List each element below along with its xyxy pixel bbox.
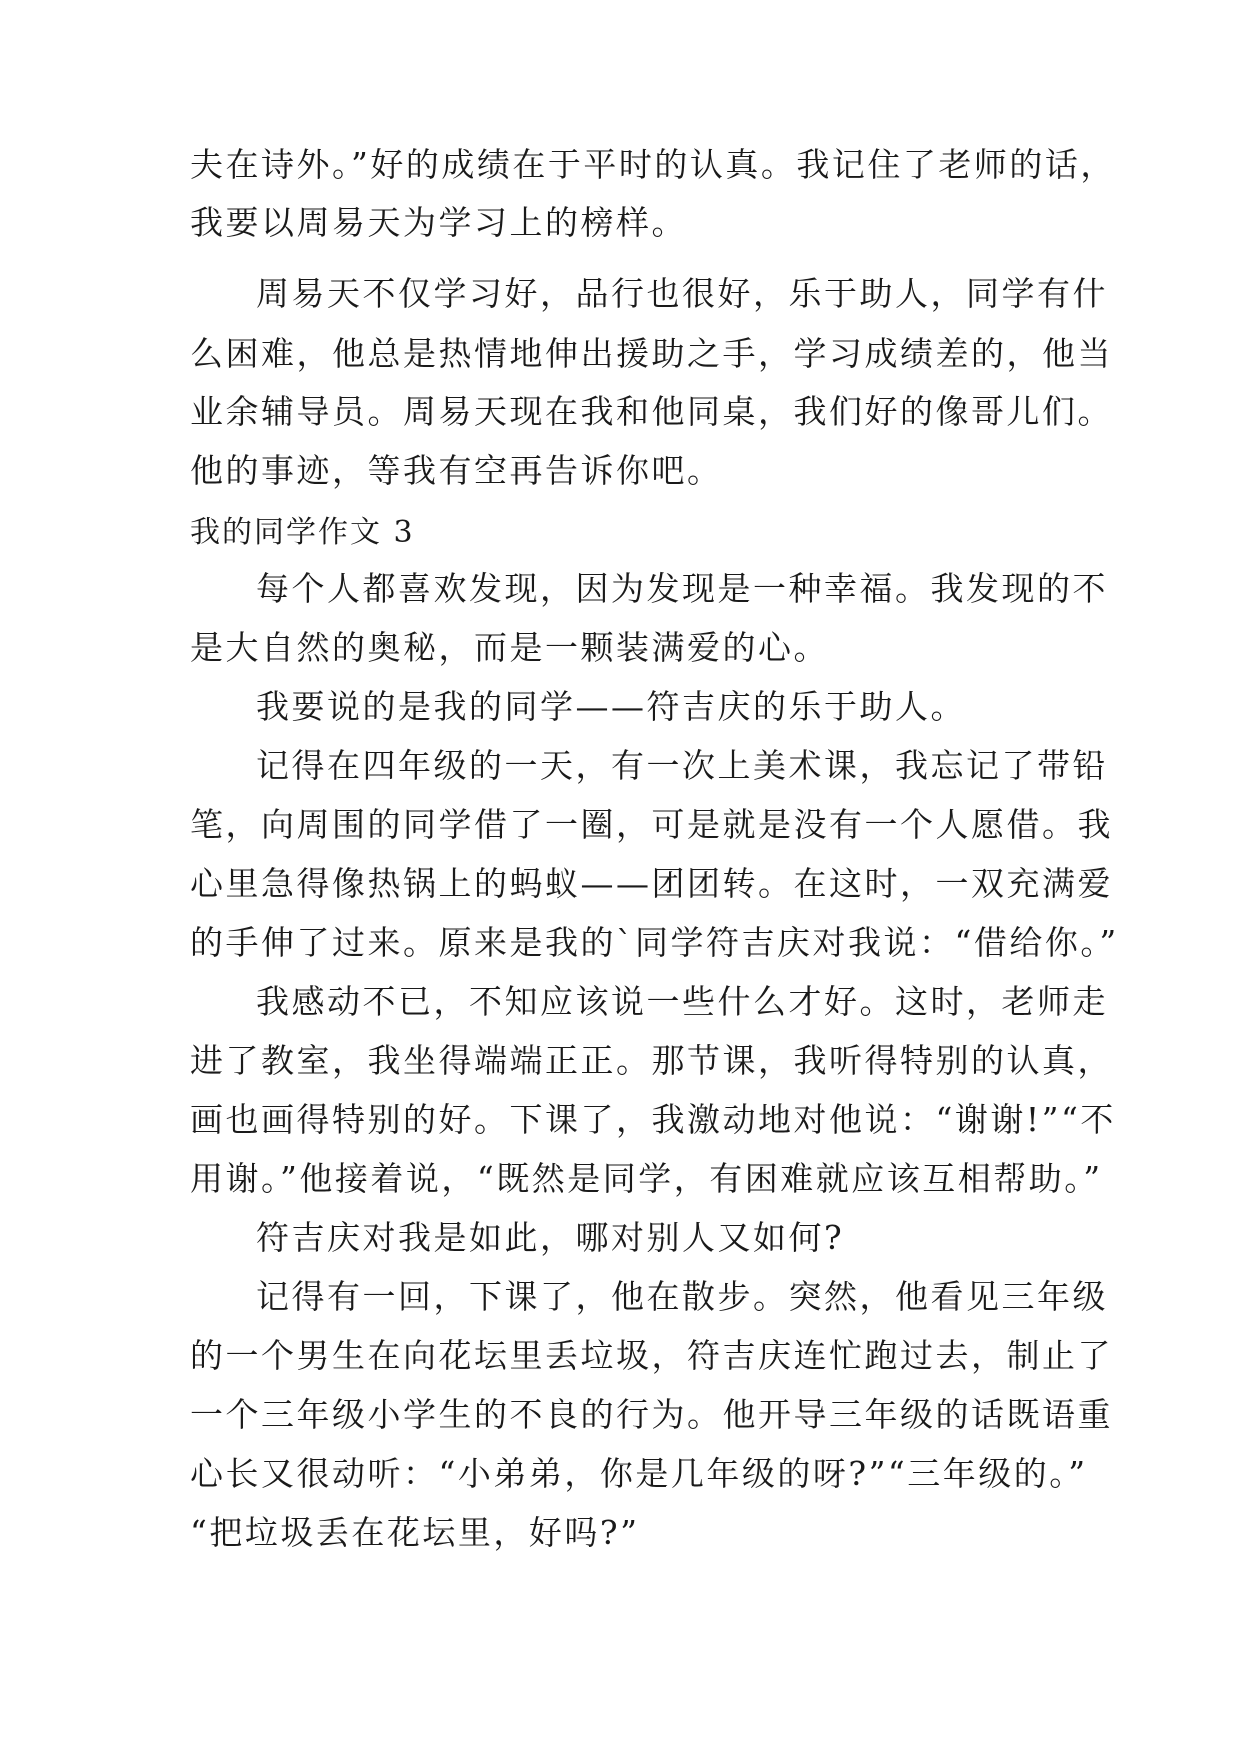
text-line: 是大自然的奥秘，而是一颗装满爱的心。 — [190, 628, 829, 667]
text-line: 用谢。”他接着说，“既然是同学，有困难就应该互相帮助。” — [190, 1159, 1103, 1198]
text-line: 我要说的是我的同学——符吉庆的乐于助人。 — [256, 687, 966, 726]
text-line: 他的事迹，等我有空再告诉你吧。 — [190, 451, 723, 490]
text-line: “把垃圾丢在花坛里，好吗?” — [190, 1513, 640, 1552]
text-line: 的一个男生在向花坛里丢垃圾，符吉庆连忙跑过去，制止了 — [190, 1336, 1113, 1375]
text-line: 我感动不已，不知应该说一些什么才好。这时，老师走 — [256, 982, 1108, 1021]
text-line: 一个三年级小学生的不良的行为。他开导三年级的话既语重 — [190, 1395, 1113, 1434]
text-line: 么困难，他总是热情地伸出援助之手，学习成绩差的，他当 — [190, 334, 1113, 373]
section-heading: 我的同学作文 3 — [190, 515, 415, 550]
text-line: 业余辅导员。周易天现在我和他同桌，我们好的像哥儿们。 — [190, 392, 1113, 431]
text-line: 每个人都喜欢发现，因为发现是一种幸福。我发现的不 — [256, 569, 1108, 608]
text-line: 的手伸了过来。原来是我的`同学符吉庆对我说：“借给你。” — [190, 923, 1119, 962]
text-line: 符吉庆对我是如此，哪对别人又如何? — [256, 1218, 845, 1257]
text-line: 画也画得特别的好。下课了，我激动地对他说：“谢谢!”“不 — [190, 1100, 1116, 1139]
text-line: 记得有一回，下课了，他在散步。突然，他看见三年级 — [256, 1277, 1108, 1316]
text-line: 进了教室，我坐得端端正正。那节课，我听得特别的认真， — [190, 1041, 1113, 1080]
text-line: 我要以周易天为学习上的榜样。 — [190, 203, 687, 242]
text-line: 记得在四年级的一天，有一次上美术课，我忘记了带铅 — [256, 746, 1108, 785]
text-line: 周易天不仅学习好，品行也很好，乐于助人，同学有什 — [256, 274, 1108, 313]
text-line: 笔，向周围的同学借了一圈，可是就是没有一个人愿借。我 — [190, 805, 1113, 844]
text-line: 心长又很动听：“小弟弟，你是几年级的呀?”“三年级的。” — [190, 1454, 1088, 1493]
text-line: 夫在诗外。”好的成绩在于平时的认真。我记住了老师的话， — [190, 145, 1116, 184]
text-line: 心里急得像热锅上的蚂蚁——团团转。在这时，一双充满爱 — [190, 864, 1113, 903]
